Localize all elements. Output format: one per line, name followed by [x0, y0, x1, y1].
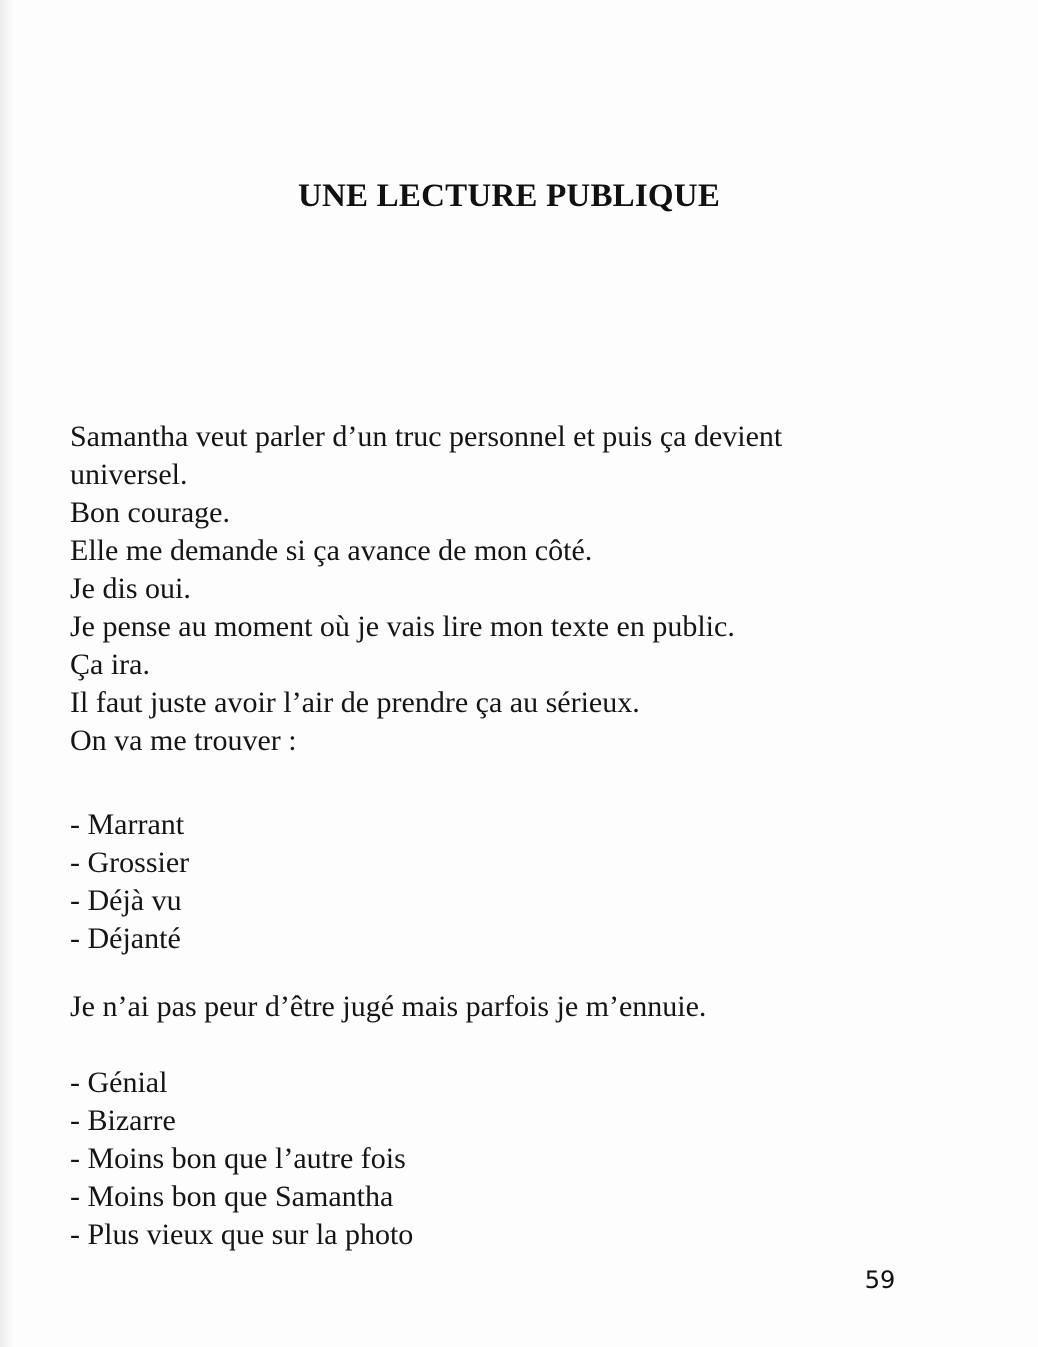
text-line: universel.	[70, 458, 188, 491]
text-line: Bon courage.	[70, 496, 230, 529]
text-line: Je dis oui.	[70, 572, 191, 605]
text-line: On va me trouver :	[70, 724, 297, 757]
list-item: - Plus vieux que sur la photo	[70, 1218, 414, 1251]
list-item: - Grossier	[70, 846, 190, 879]
chapter-title: UNE LECTURE PUBLIQUE	[297, 178, 721, 214]
list-item: - Bizarre	[70, 1104, 176, 1137]
list-first	[70, 806, 950, 958]
text-line: Il faut juste avoir l’air de prendre ça au sérieux.	[70, 686, 640, 719]
list-item: - Marrant	[70, 808, 185, 841]
paragraph-middle	[70, 988, 950, 1026]
text-line: Samantha veut parler d’un truc personnel et puis ça devient	[70, 420, 783, 453]
list-item: - Déjà vu	[70, 884, 182, 917]
list-item: - Génial	[70, 1066, 168, 1099]
page-number: 59	[864, 1266, 896, 1294]
text-line: Ça ira.	[70, 648, 150, 681]
text-line: Je n’ai pas peur d’être jugé mais parfois je m’ennuie.	[70, 990, 707, 1023]
list-item: - Moins bon que l’autre fois	[70, 1142, 406, 1175]
list-second	[70, 1064, 950, 1254]
paragraph-opening	[70, 418, 950, 760]
text-line: Elle me demande si ça avance de mon côté.	[70, 534, 593, 567]
list-item: - Moins bon que Samantha	[70, 1180, 394, 1213]
list-item: - Déjanté	[70, 922, 181, 955]
text-line: Je pense au moment où je vais lire mon texte en public.	[70, 610, 735, 643]
